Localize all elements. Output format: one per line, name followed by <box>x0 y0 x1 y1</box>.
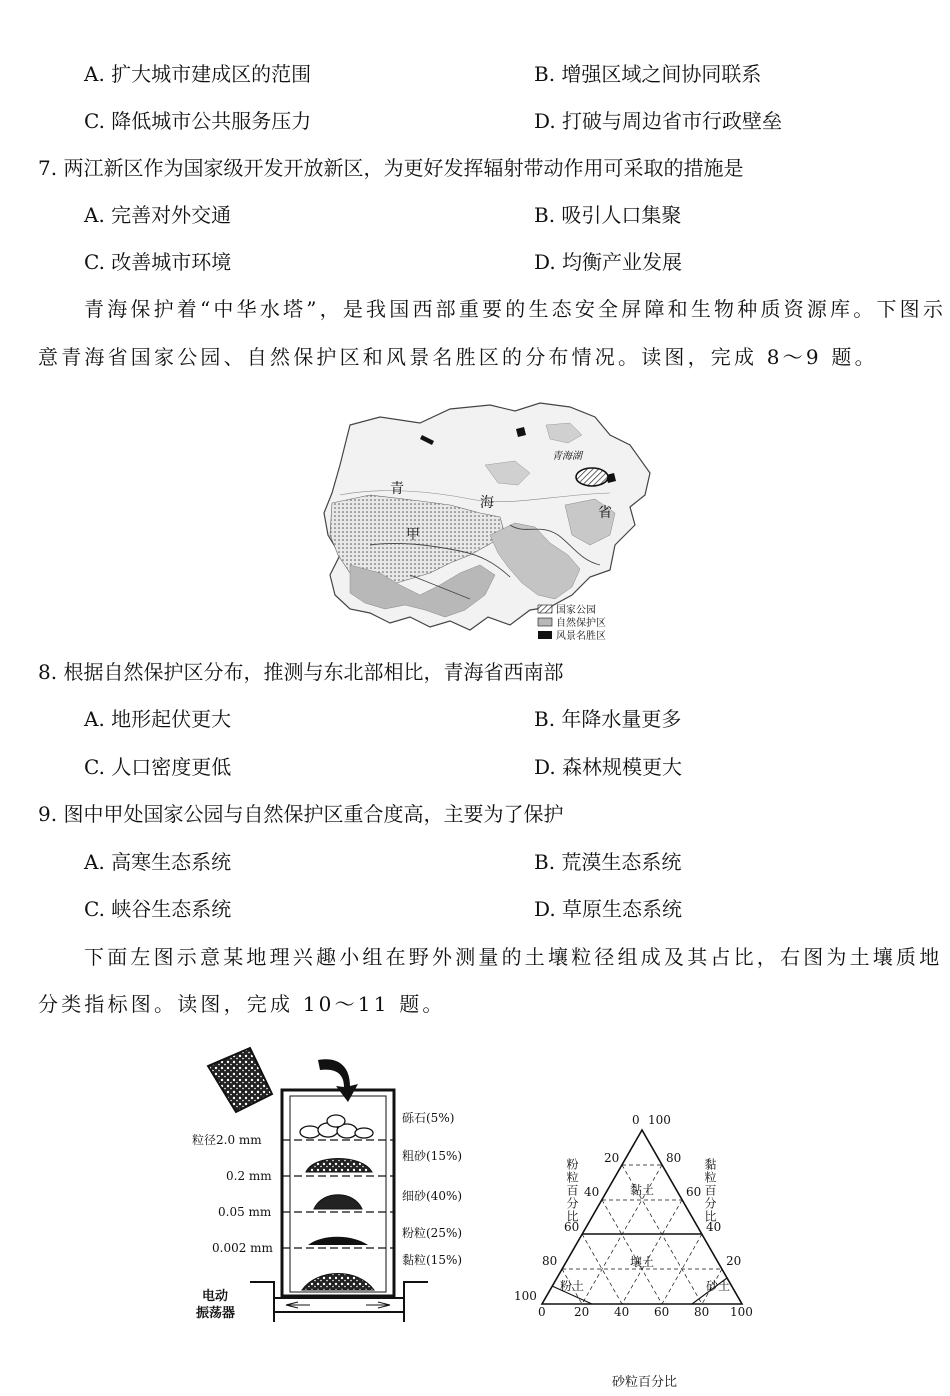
q7-option-b: B. 吸引人口集聚 <box>534 203 682 227</box>
left-tick-60: 60 <box>564 1220 580 1234</box>
zone-silt: 粉土 <box>560 1279 585 1293</box>
q6-option-c: C. 降低城市公共服务压力 <box>84 109 312 133</box>
q9-option-d: D. 草原生态系统 <box>534 897 683 921</box>
q9-option-c: C. 峡谷生态系统 <box>84 897 232 921</box>
size-label-0-2mm: 0.2 mm <box>226 1169 272 1183</box>
bottom-tick-20: 20 <box>574 1305 590 1318</box>
intro1-line1: 青海保护着“中华水塔”，是我国西部重要的生态安全屏障和生物种质资源库。下图示 <box>84 297 947 321</box>
left-tick-80: 80 <box>542 1254 558 1268</box>
map-label-hai: 海 <box>480 495 494 511</box>
q8-option-a: A. 地形起伏更大 <box>84 707 232 731</box>
bottom-axis-title: 砂粒百分比 <box>612 1375 678 1390</box>
map-label-qing: 青 <box>390 481 404 497</box>
zone-sand: 砂土 <box>706 1279 731 1293</box>
intro1-line2: 意青海省国家公园、自然保护区和风景名胜区的分布情况。读图，完成 8～9 题。 <box>38 345 878 369</box>
top-tick-100: 100 <box>648 1113 671 1127</box>
size-label-0-002mm: 0.002 mm <box>212 1241 273 1255</box>
zone-clay: 黏土 <box>630 1183 655 1197</box>
q7-option-c: C. 改善城市环境 <box>84 250 232 274</box>
left-tick-20: 20 <box>604 1151 620 1165</box>
q8-option-d: D. 森林规模更大 <box>534 755 683 779</box>
left-axis-title: 粉粒百分比 <box>565 1158 579 1223</box>
soil-bucket <box>208 1048 272 1112</box>
qinghai-map <box>310 395 658 647</box>
legend-national-park: 国家公园 <box>556 605 596 616</box>
map-label-lake: 青海湖 <box>552 451 582 462</box>
layer-label-coarse-sand: 粗砂(15%) <box>402 1149 463 1163</box>
zone-loam: 壤土 <box>630 1255 655 1269</box>
intro2-line2: 分类指标图。读图，完成 10～11 题。 <box>38 992 446 1016</box>
q8-option-b: B. 年降水量更多 <box>534 707 682 731</box>
q9-stem: 9. 图中甲处国家公园与自然保护区重合度高，主要为了保护 <box>38 802 564 826</box>
qinghai-lake <box>576 468 608 486</box>
left-tick-40: 40 <box>584 1185 600 1199</box>
right-tick-40: 40 <box>706 1220 722 1234</box>
q6-option-d: D. 打破与周边省市行政壁垒 <box>534 109 783 133</box>
q8-stem: 8. 根据自然保护区分布，推测与东北部相比，青海省西南部 <box>38 660 564 684</box>
silt-pile <box>308 1237 368 1245</box>
right-tick-20: 20 <box>726 1254 742 1268</box>
top-tick-0: 0 <box>632 1113 640 1127</box>
size-label-2mm: 粒径2.0 mm <box>192 1133 262 1147</box>
map-label-sheng: 省 <box>598 505 612 521</box>
legend-swatch-national-park <box>538 605 552 613</box>
gravel-pile <box>300 1115 373 1138</box>
device-label-2: 振荡器 <box>196 1306 236 1321</box>
map-label-jia: 甲 <box>406 527 420 543</box>
layer-label-gravel: 砾石(5%) <box>402 1111 455 1125</box>
fine-sand-pile <box>314 1195 362 1209</box>
intro2-line1: 下面左图示意某地理兴趣小组在野外测量的土壤粒径组成及其占比，右图为土壤质地 <box>84 945 943 969</box>
bottom-tick-100: 100 <box>730 1305 753 1318</box>
q9-option-b: B. 荒漠生态系统 <box>534 850 682 874</box>
bottom-tick-40: 40 <box>614 1305 630 1318</box>
q7-option-a: A. 完善对外交通 <box>84 203 232 227</box>
layer-label-fine-sand: 细砂(40%) <box>402 1189 463 1203</box>
soil-texture-triangle <box>510 1108 770 1318</box>
right-axis-title: 黏粒百分比 <box>703 1158 717 1223</box>
q6-option-a: A. 扩大城市建成区的范围 <box>84 62 312 86</box>
q8-option-c: C. 人口密度更低 <box>84 755 232 779</box>
right-tick-60: 60 <box>686 1185 702 1199</box>
layer-label-clay: 黏粒(15%) <box>402 1253 463 1267</box>
legend-swatch-nature-reserve <box>538 618 552 626</box>
bottom-tick-60: 60 <box>654 1305 670 1318</box>
q6-option-b: B. 增强区域之间协同联系 <box>534 62 762 86</box>
q7-stem: 7. 两江新区作为国家级开发开放新区，为更好发挥辐射带动作用可采取的措施是 <box>38 156 744 180</box>
q7-option-d: D. 均衡产业发展 <box>534 250 683 274</box>
q9-option-a: A. 高寒生态系统 <box>84 850 232 874</box>
layer-label-silt: 粉粒(25%) <box>402 1226 463 1240</box>
bottom-tick-0: 0 <box>538 1305 546 1318</box>
device-label-1: 电动 <box>202 1289 229 1304</box>
size-label-0-05mm: 0.05 mm <box>218 1205 272 1219</box>
legend-nature-reserve: 自然保护区 <box>556 618 606 629</box>
clay-pile <box>302 1274 374 1291</box>
bottom-tick-80: 80 <box>694 1305 710 1318</box>
left-tick-100: 100 <box>514 1289 537 1303</box>
soil-sieve-figure <box>190 1042 480 1322</box>
legend-swatch-scenic <box>538 631 552 639</box>
coarse-sand-pile <box>306 1159 372 1173</box>
right-tick-80: 80 <box>666 1151 682 1165</box>
legend-scenic: 风景名胜区 <box>556 631 606 642</box>
